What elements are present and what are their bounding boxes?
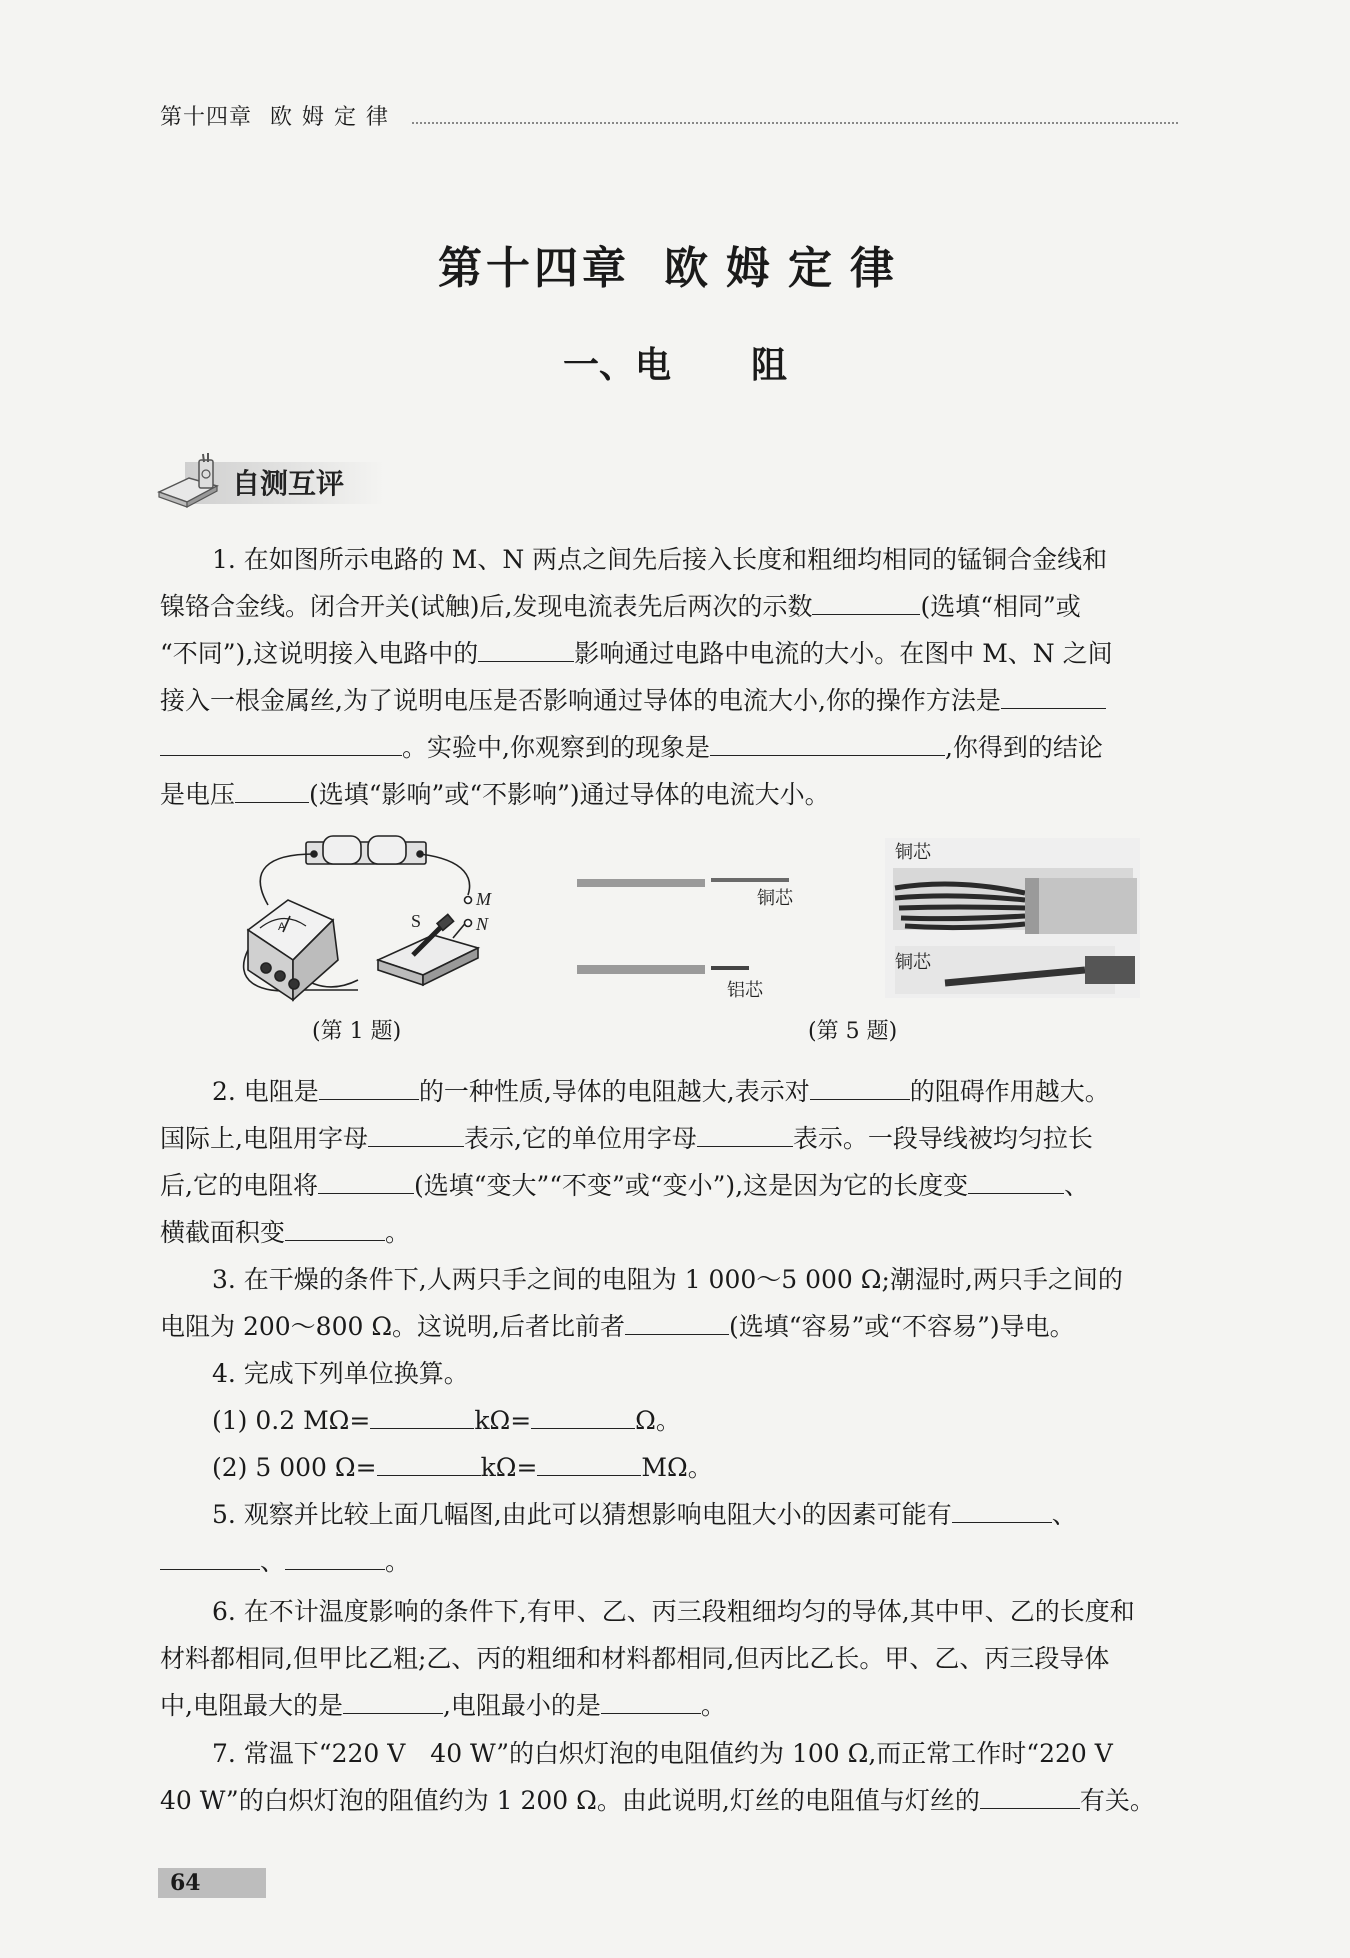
q1-line4: 接入一根金属丝,为了说明电压是否影响通过导体的电流大小,你的操作方法是 (160, 677, 1215, 724)
q2-blank1 (319, 1077, 419, 1100)
q4-blank4 (537, 1453, 641, 1476)
section-title-part1: 一、电 (562, 345, 671, 386)
aluminum-core-label: 铝芯 (727, 980, 763, 1001)
q2-blank7 (285, 1218, 385, 1241)
question-4 (160, 1350, 1215, 1491)
q1-blank1 (812, 592, 920, 615)
q2-line4: 横截面积变 。 (160, 1218, 411, 1247)
question-6 (160, 1588, 1215, 1729)
copper-core-label-1: 铜芯 (757, 888, 793, 909)
terminal-N-label: N (476, 914, 489, 934)
self-test-label: 自测互评 (232, 467, 345, 500)
q6-line2: 材料都相同,但甲比乙粗;乙、丙的粗细和材料都相同,但丙比乙长。甲、乙、丙三段导体 (160, 1644, 1110, 1673)
wires-figure (575, 838, 905, 1008)
q7-line2: 40 W”的白炽灯泡的阻值约为 1 200 Ω。由此说明,灯丝的电阻值与灯丝的 有关。 (160, 1786, 1155, 1815)
q2-line2: 国际上,电阻用字母 表示,它的单位用字母 表示。一段导线被均匀拉长 (160, 1124, 1093, 1153)
running-header-chapter: 第十四章 (160, 105, 253, 130)
chapter-number: 第十四章 (438, 243, 630, 294)
section-title (0, 337, 1350, 388)
figure-5-caption: (第 5 题) (808, 1019, 898, 1044)
q1-blank3-cont (160, 733, 402, 756)
question-5 (160, 1491, 1215, 1585)
q1-line1: 1. 在如图所示电路的 M、N 两点之间先后接入长度和粗细均相同的锰铜合金线和 (212, 545, 1108, 574)
q6-blank2 (601, 1691, 701, 1714)
ammeter-A-label: A (278, 921, 286, 933)
running-header-title: 欧姆定律 (270, 105, 399, 130)
q2-blank5 (318, 1171, 414, 1194)
figure-1-caption: (第 1 题) (312, 1019, 402, 1044)
running-header (160, 100, 398, 131)
q4-line1: 4. 完成下列单位换算。 (212, 1359, 469, 1388)
copper-core-label-2: 铜芯 (895, 842, 931, 863)
q5-blank1 (952, 1500, 1052, 1523)
q6-line3: 中,电阻最大的是 ,电阻最小的是 。 (160, 1691, 726, 1720)
q4-blank2 (531, 1406, 635, 1429)
q1-blank4 (710, 733, 945, 756)
q2-blank6 (968, 1171, 1064, 1194)
chapter-name: 欧姆定律 (664, 243, 912, 294)
q1-blank3 (1001, 686, 1106, 709)
q2-line1: 2. 电阻是 的一种性质,导体的电阻越大,表示对 的阻碍作用越大。 (212, 1077, 1110, 1106)
question-3 (160, 1256, 1215, 1350)
q3-line2: 电阻为 200～800 Ω。这说明,后者比前者 (选填“容易”或“不容易”)导电。 (160, 1312, 1075, 1341)
q1-line5: 。实验中,你观察到的现象是 ,你得到的结论 (160, 724, 1215, 771)
q5-line1: 5. 观察并比较上面几幅图,由此可以猜想影响电阻大小的因素可能有 、 (212, 1500, 1077, 1529)
q4-blank1 (370, 1406, 474, 1429)
q1-line6: 是电压 (选填“影响”或“不影响”)通过导体的电流大小。 (160, 780, 830, 809)
copper-core-label-3: 铜芯 (895, 952, 931, 973)
q1-line2: 镍铬合金线。闭合开关(试触)后,发现电流表先后两次的示数 (选填“相同”或 (160, 592, 1081, 621)
q4-sub2: (2) 5 000 Ω= kΩ= MΩ。 (212, 1453, 713, 1482)
q2-blank2 (810, 1077, 910, 1100)
q2-blank4 (697, 1124, 793, 1147)
q6-line1: 6. 在不计温度影响的条件下,有甲、乙、丙三段粗细均匀的导体,其中甲、乙的长度和 (212, 1597, 1135, 1626)
q1-blank5 (235, 780, 309, 803)
q5-blank3 (285, 1547, 385, 1570)
q3-line1: 3. 在干燥的条件下,人两只手之间的电阻为 1 000～5 000 Ω;潮湿时,两只手之间的 (212, 1265, 1123, 1294)
q4-blank3 (377, 1453, 481, 1476)
chapter-title (0, 232, 1350, 296)
q5-blank2 (160, 1547, 260, 1570)
q2-line3: 后,它的电阻将 (选填“变大”“不变”或“变小”),这是因为它的长度变 、 (160, 1171, 1090, 1200)
header-dotted-rule (412, 122, 1178, 124)
q3-blank1 (625, 1312, 729, 1335)
q2-blank3 (368, 1124, 464, 1147)
terminal-M-label: M (476, 889, 491, 909)
switch-S-label: S (411, 911, 422, 931)
q1-blank2 (478, 639, 574, 662)
section-title-part2: 阻 (751, 345, 788, 386)
q7-blank1 (980, 1786, 1080, 1809)
q5-line2: 、 。 (160, 1538, 1215, 1585)
question-1 (160, 536, 1215, 818)
page-number: 64 (170, 1870, 201, 1896)
q4-sub1: (1) 0.2 MΩ= kΩ= Ω。 (212, 1406, 681, 1435)
q7-line1: 7. 常温下“220 V 40 W”的白炽灯泡的电阻值约为 100 Ω,而正常工作时“220 V (212, 1739, 1113, 1768)
q6-blank1 (343, 1691, 443, 1714)
q1-line3: “不同”),这说明接入电路中的 影响通过电路中电流的大小。在图中 M、N 之间 (160, 639, 1113, 668)
question-2 (160, 1068, 1215, 1256)
circuit-figure (228, 830, 508, 1010)
cables-photo (885, 838, 1140, 998)
question-7 (160, 1730, 1215, 1824)
